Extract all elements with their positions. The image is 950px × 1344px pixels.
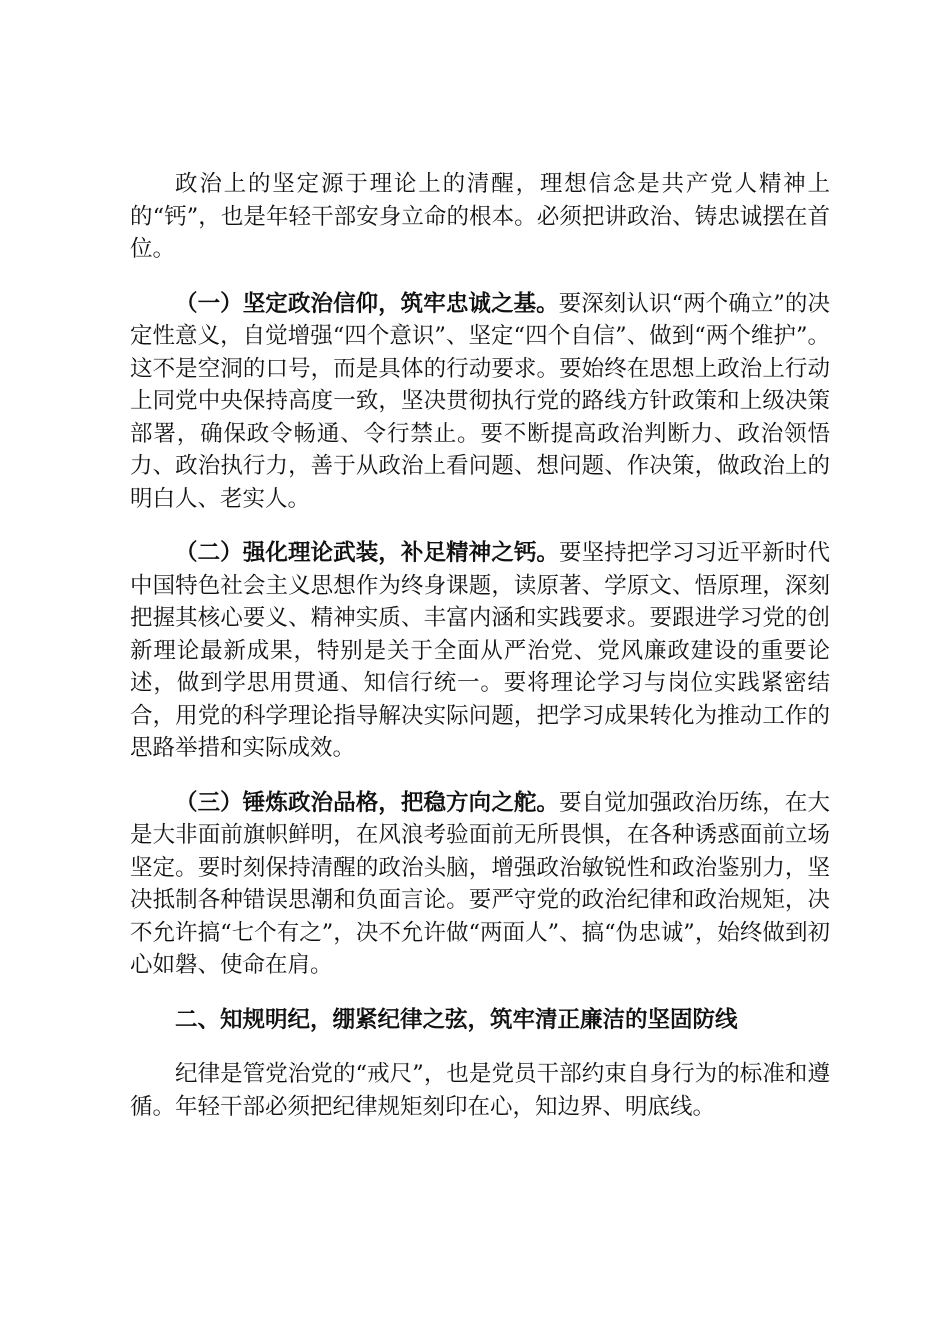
section-1-lead: （一）坚定政治信仰，筑牢忠诚之基。	[175, 290, 559, 317]
section-3-body: 要自觉加强政治历练，在大是大非面前旗帜鲜明，在风浪考验面前无所畏惧，在各种诱惑面前立场坚定。要时刻保持清醒的政治头脑，增强政治敏锐性和政治鉴别力，坚决抵制各种错误思潮和负面言论。要严守党的政治纪律和政治规矩，决不允许搞“七个有之”，决不允许做“两面人”、搞“伪忠诚”，始终做到初心如磐、使命在肩。	[130, 789, 830, 978]
paragraph-spacer	[130, 1036, 830, 1058]
section-1-body: 要深刻认识“两个确立”的决定性意义，自觉增强“四个意识”、坚定“四个自信”、做到“两个维护”。这不是空洞的口号，而是具体的行动要求。要始终在思想上政治上行动上同党中央保持高度一致，坚决贯彻执行党的路线方针政策和上级决策部署，确保政令畅通、令行禁止。要不断提高政治判断力、政治领悟力、政治执行力，善于从政治上看问题、想问题、作决策，做政治上的明白人、老实人。	[130, 290, 830, 512]
section-heading-2: 二、知规明纪，绷紧纪律之弦，筑牢清正廉洁的坚固防线	[175, 1006, 738, 1033]
section-3-lead: （三）锤炼政治品格，把稳方向之舵。	[175, 789, 559, 816]
paragraph-spacer	[130, 765, 830, 787]
document-body	[130, 168, 830, 1123]
section-3-paragraph	[130, 787, 830, 982]
intro-paragraph: 政治上的坚定源于理论上的清醒，理想信念是共产党人精神上的“钙”，也是年轻干部安身立命的根本。必须把讲政治、铸忠诚摆在首位。	[130, 171, 830, 262]
closing-paragraph: 纪律是管党治党的“戒尺”，也是党员干部约束自身行为的标准和遵循。年轻干部必须把纪律规矩刻印在心，知边界、明底线。	[130, 1061, 830, 1120]
section-2-body: 要坚持把学习习近平新时代中国特色社会主义思想作为终身课题，读原著、学原文、悟原理，深刻把握其核心要义、精神实质、丰富内涵和实践要求。要跟进学习党的创新理论最新成果，特别是关于全面从严治党、党风廉政建设的重要论述，做到学思用贯通、知信行统一。要将理论学习与岗位实践紧密结合，用党的科学理论指导解决实际问题，把学习成果转化为推动工作的思路举措和实际成效。	[130, 540, 830, 761]
paragraph-spacer	[130, 266, 830, 288]
section-2-paragraph	[130, 537, 830, 765]
section-1-paragraph	[130, 288, 830, 516]
paragraph-spacer	[130, 982, 830, 1004]
paragraph-spacer	[130, 515, 830, 537]
section-2-lead: （二）强化理论武装，补足精神之钙。	[175, 540, 559, 566]
